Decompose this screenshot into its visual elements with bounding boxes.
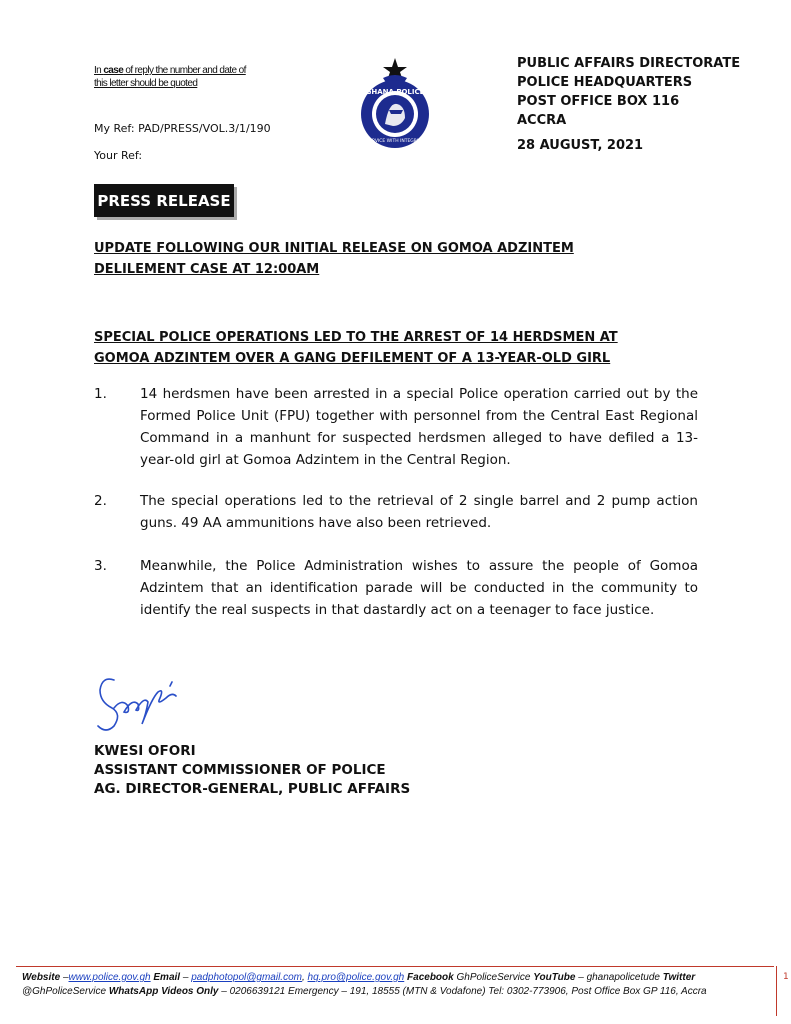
footer-divider (16, 966, 774, 967)
svg-text:GHANA POLICE: GHANA POLICE (365, 88, 425, 96)
handwritten-signature (92, 668, 192, 738)
email-link[interactable]: padphotopol@gmail.com (191, 972, 302, 983)
paragraph-number: 3. (94, 558, 107, 574)
paragraph-text: Meanwhile, the Police Administration wishes to assure the people of Gomoa Adzintem that an identification parade will be conducted in the community to identify the real suspects in that dastardly act on a teenager to face justice. (140, 558, 698, 618)
signatory-title: AG. DIRECTOR-GENERAL, PUBLIC AFFAIRS (94, 781, 411, 797)
address-line: POST OFFICE BOX 116 (517, 94, 680, 109)
paragraph-text: The special operations led to the retrieval of 2 single barrel and 2 pump action guns. 49 AA ammunitions have also been retrieved. (140, 493, 698, 531)
address-line: POLICE HEADQUARTERS (517, 75, 693, 90)
ghana-police-logo (345, 54, 445, 154)
update-heading: UPDATE FOLLOWING OUR INITIAL RELEASE ON GOMOA ADZINTEM DELILEMENT CASE AT 12:00AM (94, 241, 574, 277)
my-reference: My Ref: PAD/PRESS/VOL.3/1/190 (94, 122, 271, 135)
page-number: 1 (783, 972, 789, 982)
directorate-address (517, 54, 740, 130)
your-reference: Your Ref: (94, 149, 143, 162)
address-line: PUBLIC AFFAIRS DIRECTORATE (517, 56, 741, 71)
svg-text:SERVICE WITH INTEGRITY: SERVICE WITH INTEGRITY (366, 139, 424, 144)
paragraph-text: 14 herdsmen have been arrested in a special Police operation carried out by the Formed Police Unit (FPU) together with personnel from the Central East Regional Command in a manhunt for suspected herdsmen alleged to have defiled a 13-year-old girl at Gomoa Adzintem in the Central Region. (140, 386, 698, 468)
footer-contacts: Website –www.police.gov.gh Email – padphotopol@gmail.com, hq.pro@police.gov.gh Facebook GhPoliceService YouTube – ghanapolicetude Twitter @GhPoliceService WhatsApp Videos Only – 0206639121 Emergency – 191, 18555 (MTN & Vodafone) Tel: 0302-773906, Post Office Box GP 116, Accra (22, 972, 707, 997)
website-link[interactable]: www.police.gov.gh (68, 972, 151, 983)
signatory-name: KWESI OFORI (94, 743, 196, 759)
footer-divider-vertical (776, 966, 777, 1016)
email-link[interactable]: hq.pro@police.gov.gh (307, 972, 405, 983)
paragraph-number: 1. (94, 386, 107, 402)
signatory-block (94, 742, 410, 799)
signatory-rank: ASSISTANT COMMISSIONER OF POLICE (94, 762, 386, 778)
reply-instruction: In case of reply the number and date of this letter should be quoted (94, 65, 246, 89)
paragraph-number: 2. (94, 493, 107, 509)
release-date: 28 AUGUST, 2021 (517, 138, 644, 153)
operations-heading: SPECIAL POLICE OPERATIONS LED TO THE ARREST OF 14 HERDSMEN AT GOMOA ADZINTEM OVER A GANG DEFILEMENT OF A 13-YEAR-OLD GIRL (94, 330, 618, 366)
address-line: ACCRA (517, 113, 567, 128)
press-release-label: PRESS RELEASE (94, 184, 234, 217)
